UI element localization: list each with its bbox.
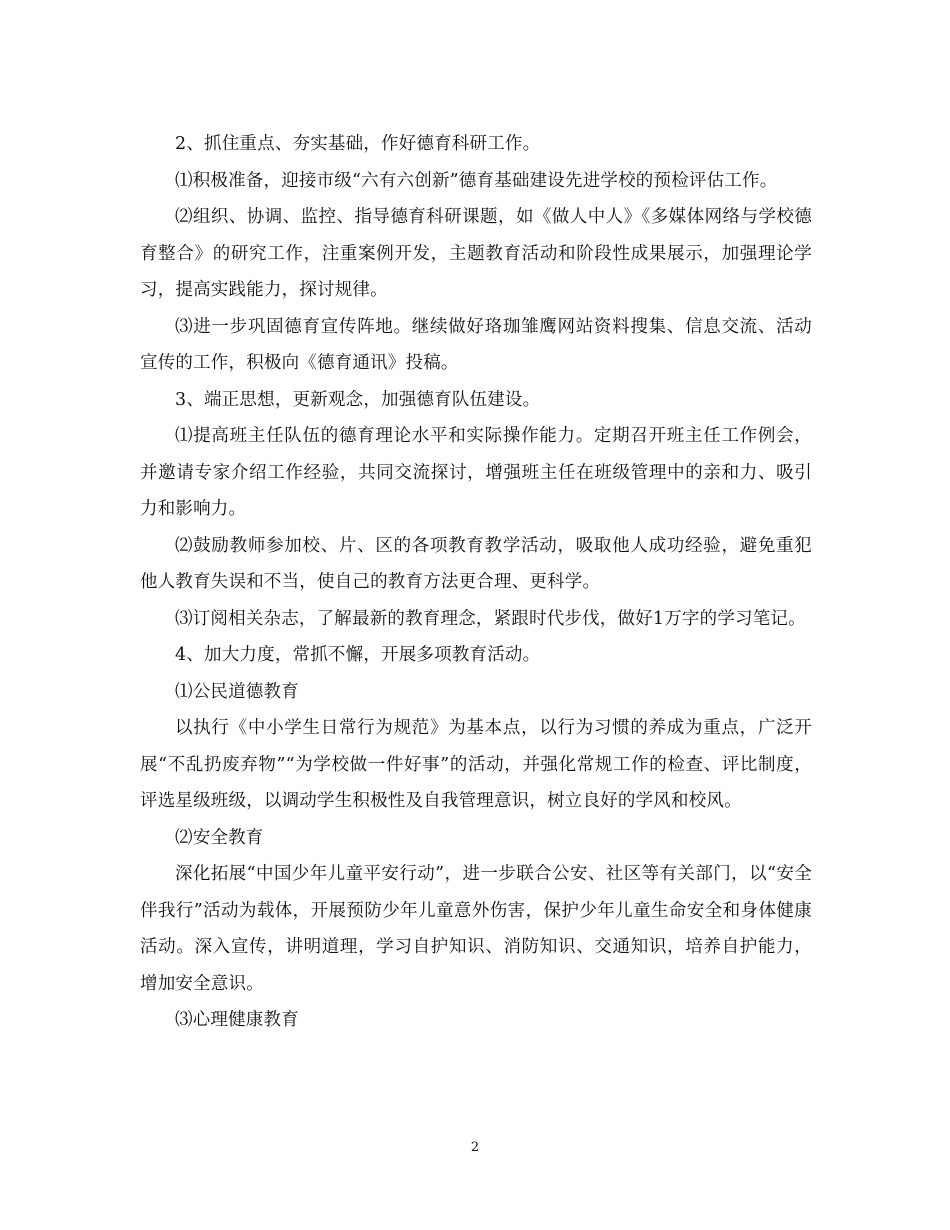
paragraph: 3、端正思想，更新观念，加强德育队伍建设。: [175, 389, 541, 410]
paragraph: ⑵鼓励教师参加校、片、区的各项教育教学活动，吸取他人成功经验，避免重犯他人教育失误和不当，使自己的教育方法更合理、更科学。: [140, 535, 812, 592]
paragraph: 2、抓住重点、夯实基础，作好德育科研工作。: [175, 134, 541, 154]
document-body: [140, 126, 812, 1039]
paragraph: ⑴积极准备，迎接市级“六有六创新”德育基础建设先进学校的预检评估工作。: [175, 170, 778, 191]
paragraph: ⑵组织、协调、监控、指导德育科研课题，如《做人中人》《多媒体网络与学校德育整合》的研究工作，注重案例开发，主题教育活动和阶段性成果展示，加强理论学习，提高实践能力，探讨规律。: [140, 207, 812, 300]
paragraph: ⑶进一步巩固德育宣传阵地。继续做好珞珈雏鹰网站资料搜集、信息交流、活动宣传的工作，积极向《德育通讯》投稿。: [140, 316, 812, 373]
paragraph: 4、加大力度，常抓不懈，开展多项教育活动。: [175, 645, 541, 665]
paragraph: ⑴提高班主任队伍的德育理论水平和实际操作能力。定期召开班主任工作例会，并邀请专家介绍工作经验，共同交流探讨，增强班主任在班级管理中的亲和力、吸引力和影响力。: [140, 426, 812, 519]
paragraph: ⑶心理健康教育: [175, 1010, 299, 1030]
paragraph: 深化拓展“中国少年儿童平安行动”，进一步联合公安、社区等有关部门，以“安全伴我行”活动为载体，开展预防少年儿童意外伤害，保护少年儿童生命安全和身体健康活动。深入宣传，讲明道理，学习自护知识、消防知识、交通知识，培养自护能力，增加安全意识。: [140, 864, 812, 994]
paragraph: ⑵安全教育: [175, 827, 264, 848]
page-number: 2: [470, 1140, 480, 1155]
paragraph: ⑴公民道德教育: [175, 681, 299, 702]
paragraph: 以执行《中小学生日常行为规范》为基本点，以行为习惯的养成为重点，广泛开展“不乱扔废弃物”“为学校做一件好事”的活动，并强化常规工作的检查、评比制度，评选星级班级，以调动学生积极性及自我管理意识，树立良好的学风和校风。: [140, 718, 812, 811]
paragraph: ⑶订阅相关杂志，了解最新的教育理念，紧跟时代步伐，做好1万字的学习笔记。: [175, 608, 806, 629]
